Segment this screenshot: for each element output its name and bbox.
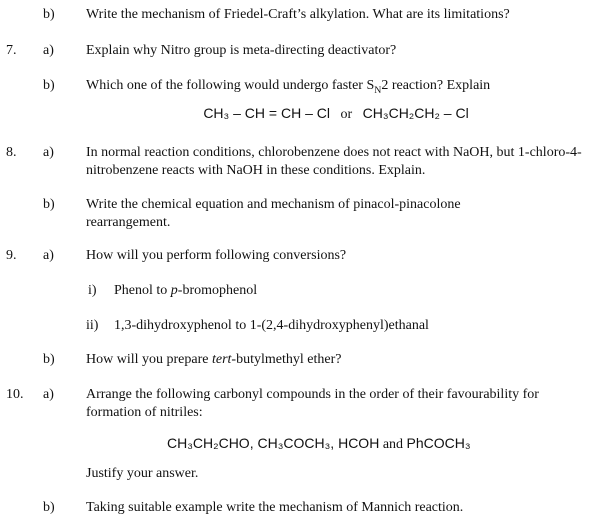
q10-compounds-line <box>167 434 471 454</box>
q8-b-label: b) <box>43 197 55 212</box>
q8-a-label: a) <box>43 145 54 160</box>
q10-b-label: b) <box>43 500 55 515</box>
q7-b-text: Which one of the following would undergo faster $S_N2$ reaction? Explain <box>86 78 491 96</box>
q9-a-text: How will you perform following conversions? <box>86 248 347 263</box>
q10-compounds: CH₃CH₂CHO, CH₃COCH₃, HCOH <box>167 435 380 451</box>
q10-justify: Justify your answer. <box>86 466 199 481</box>
q9-number: 9. <box>6 248 17 263</box>
q10-a-label: a) <box>43 387 54 402</box>
q6-b-text: Write the mechanism of Friedel-Craft’s alkylation. What are its limitations? <box>86 7 510 22</box>
q8-b-text: Write the chemical equation and mechanism of pinacol-pinacolone rearrangement. <box>86 197 461 230</box>
q10-number: 10. <box>6 387 24 402</box>
q7-or: or <box>340 107 353 122</box>
q9-a-label: a) <box>43 248 54 263</box>
q10-a-text: Arrange the following carbonyl compounds in the order of their favourability for formation of nitriles: <box>86 387 539 420</box>
q7-b-label: b) <box>43 78 55 93</box>
q9-i-text: Phenol to p-bromophenol <box>114 283 258 298</box>
q8-a-text: In normal reaction conditions, chlorobenzene does not react with NaOH, but 1-chloro-4-nitrobenzene reacts with NaOH in these conditions. Explain. <box>86 145 582 178</box>
q7-chem-2: CH₃CH₂CH₂ – Cl <box>362 105 469 121</box>
q6-b-label: b) <box>43 7 55 22</box>
q9-ii-label: ii) <box>86 318 99 333</box>
q7-chem-line <box>86 104 586 124</box>
q9-b-label: b) <box>43 352 55 367</box>
q9-b-text: How will you prepare tert-butylmethyl ether? <box>86 352 342 367</box>
q7-a-label: a) <box>43 43 54 58</box>
q7-a-text: Explain why Nitro group is meta-directing deactivator? <box>86 43 397 58</box>
q9-i-label: i) <box>88 283 97 298</box>
q10-compound-last: PhCOCH₃ <box>406 435 471 451</box>
q9-ii-text: 1,3-dihydroxyphenol to 1-(2,4-dihydroxyphenyl)ethanal <box>114 318 429 333</box>
q10-and: and <box>382 437 404 452</box>
q8-number: 8. <box>6 145 17 160</box>
q7-number: 7. <box>6 43 17 58</box>
q7-chem-1: CH₃ – CH = CH – Cl <box>203 105 330 121</box>
q10-b-text: Taking suitable example write the mechanism of Mannich reaction. <box>86 500 464 515</box>
